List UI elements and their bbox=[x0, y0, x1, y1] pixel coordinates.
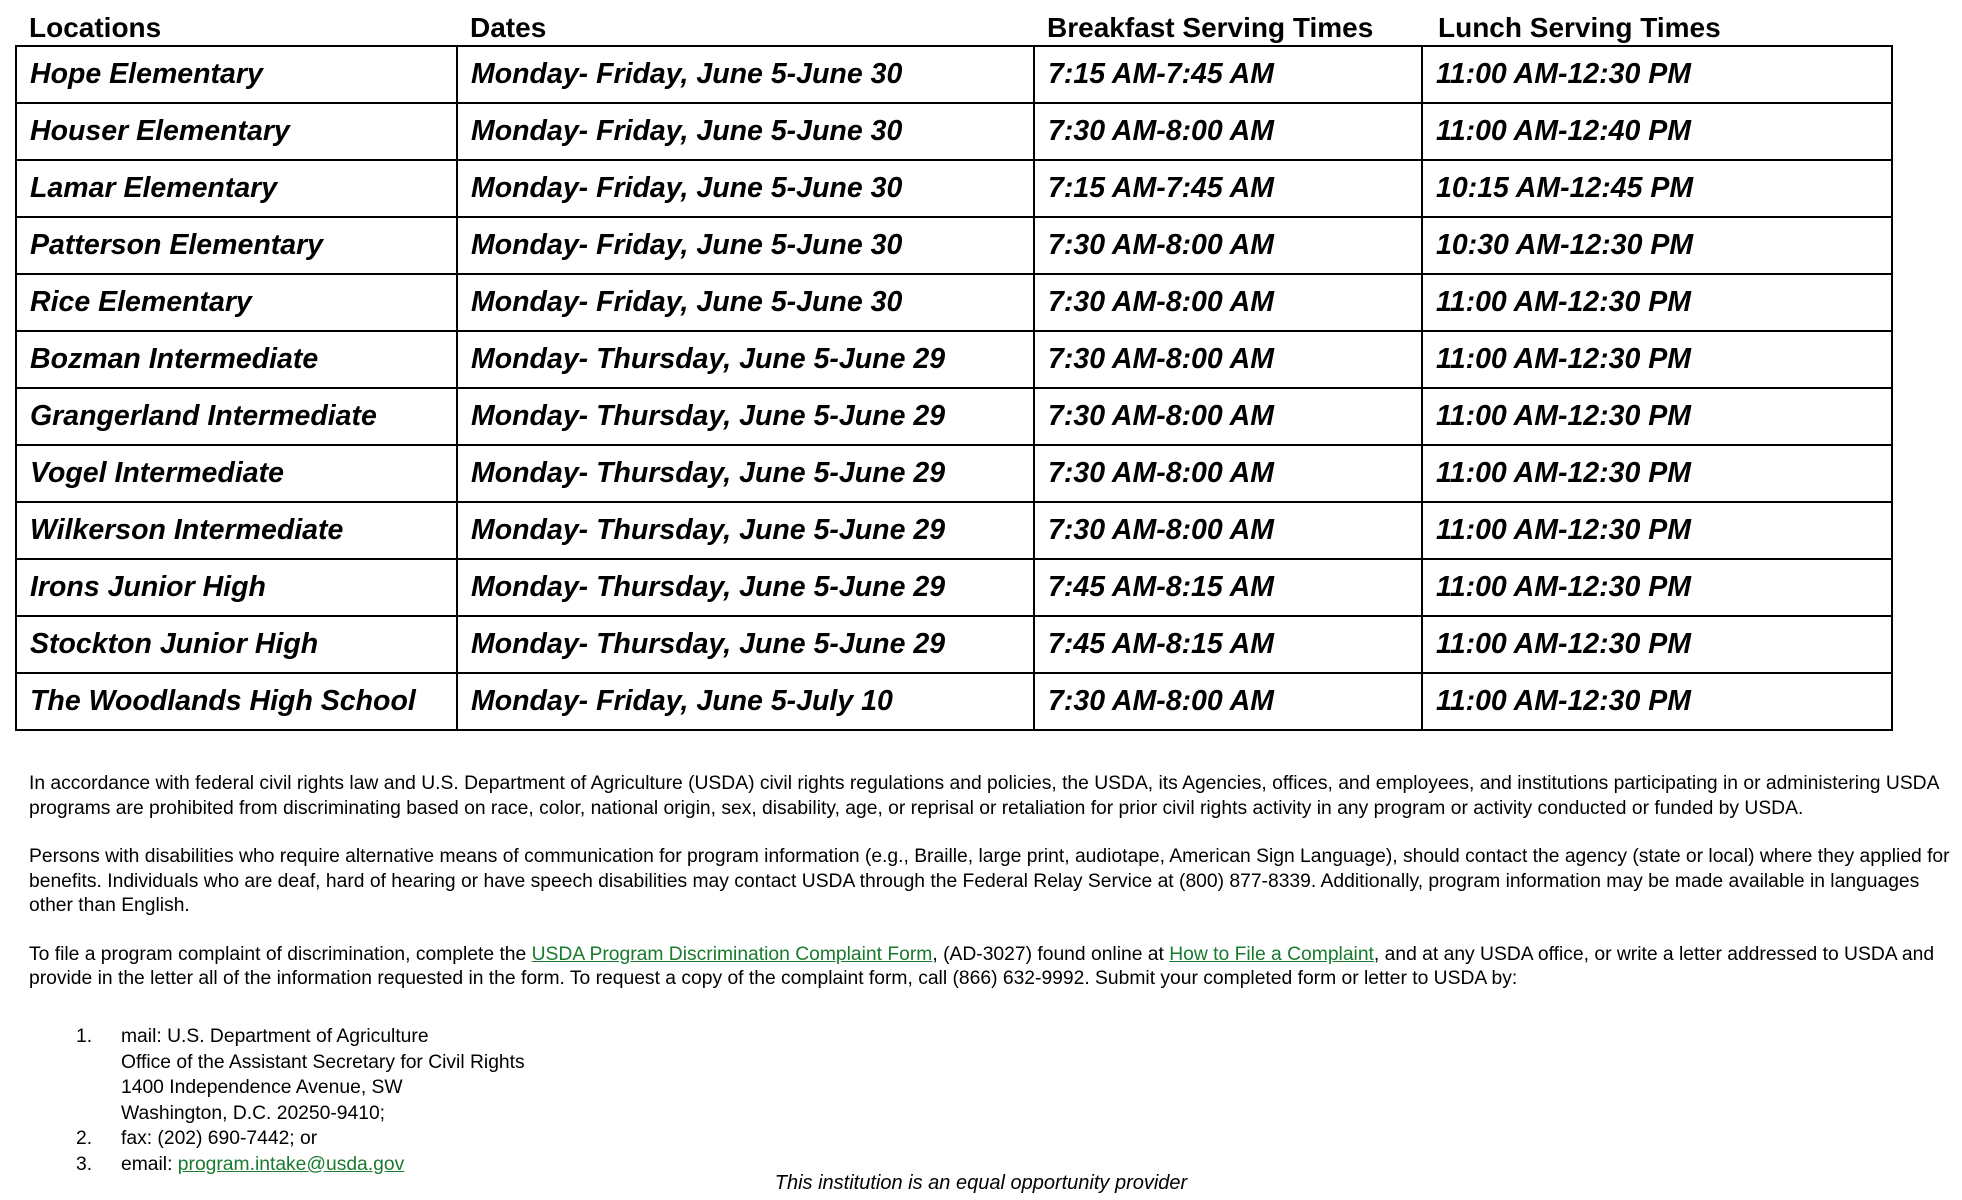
accessibility-paragraph: Persons with disabilities who require alternative means of communication for program information (e.g., Braille, large print, audiotape, American Sign Language), should contact the agency (state or local) where they applied for benefits. Individuals who are deaf, hard of hearing or have speech disabilities may contact USDA through the Federal Relay Service at (800) 877-8339. Additionally, program information may be made available in languages other than English. bbox=[29, 846, 1950, 916]
cell-location: Rice Elementary bbox=[16, 274, 457, 331]
cell-dates: Monday- Thursday, June 5-June 29 bbox=[457, 388, 1034, 445]
cell-lunch: 11:00 AM-12:30 PM bbox=[1422, 502, 1892, 559]
cell-location: Lamar Elementary bbox=[16, 160, 457, 217]
meal-schedule-table bbox=[15, 45, 1893, 731]
email-prefix: email: bbox=[121, 1153, 178, 1175]
cell-lunch: 10:30 AM-12:30 PM bbox=[1422, 217, 1892, 274]
table-row bbox=[16, 502, 1892, 559]
header-locations: Locations bbox=[29, 12, 162, 43]
mail-line: 1400 Independence Avenue, SW bbox=[121, 1077, 403, 1098]
mail-line: mail: U.S. Department of Agriculture bbox=[121, 1026, 429, 1047]
header-lunch-times: Lunch Serving Times bbox=[1438, 12, 1721, 43]
fax-line: fax: (202) 690-7442; or bbox=[121, 1128, 318, 1149]
complaint-text-2: , (AD-3027) found online at bbox=[932, 943, 1170, 965]
how-to-file-link[interactable]: How to File a Complaint bbox=[1169, 943, 1374, 965]
cell-breakfast: 7:30 AM-8:00 AM bbox=[1034, 274, 1422, 331]
cell-location: Stockton Junior High bbox=[16, 616, 457, 673]
cell-lunch: 11:00 AM-12:30 PM bbox=[1422, 616, 1892, 673]
cell-dates: Monday- Thursday, June 5-June 29 bbox=[457, 445, 1034, 502]
cell-breakfast: 7:30 AM-8:00 AM bbox=[1034, 673, 1422, 730]
table-column-headers bbox=[0, 10, 1962, 46]
list-number: 1. bbox=[76, 1026, 93, 1047]
table-row bbox=[16, 388, 1892, 445]
mail-line: Washington, D.C. 20250-9410; bbox=[121, 1102, 386, 1124]
table-row bbox=[16, 445, 1892, 502]
cell-lunch: 11:00 AM-12:40 PM bbox=[1422, 103, 1892, 160]
table-row bbox=[16, 559, 1892, 616]
mail-line: Office of the Assistant Secretary for Civil Rights bbox=[121, 1051, 525, 1073]
cell-lunch: 10:15 AM-12:45 PM bbox=[1422, 160, 1892, 217]
cell-dates: Monday- Friday, June 5-June 30 bbox=[457, 46, 1034, 103]
complaint-text-3: , and at any USDA office, or write a letter addressed to USDA and provide in the letter all of the information requested in the form. To request a copy of the complaint form, call (866) 632-9992. Submit your completed form or letter to USDA by: bbox=[29, 943, 1935, 989]
cell-breakfast: 7:45 AM-8:15 AM bbox=[1034, 559, 1422, 616]
cell-breakfast: 7:45 AM-8:15 AM bbox=[1034, 616, 1422, 673]
header-breakfast-times: Breakfast Serving Times bbox=[1047, 12, 1374, 43]
cell-location: Bozman Intermediate bbox=[16, 331, 457, 388]
cell-dates: Monday- Thursday, June 5-June 29 bbox=[457, 331, 1034, 388]
cell-breakfast: 7:15 AM-7:45 AM bbox=[1034, 160, 1422, 217]
cell-lunch: 11:00 AM-12:30 PM bbox=[1422, 46, 1892, 103]
table-row bbox=[16, 673, 1892, 730]
table-row bbox=[16, 217, 1892, 274]
cell-lunch: 11:00 AM-12:30 PM bbox=[1422, 673, 1892, 730]
submission-methods-list bbox=[76, 1024, 525, 1177]
table-row bbox=[16, 331, 1892, 388]
cell-location: Wilkerson Intermediate bbox=[16, 502, 457, 559]
cell-location: Vogel Intermediate bbox=[16, 445, 457, 502]
cell-breakfast: 7:30 AM-8:00 AM bbox=[1034, 445, 1422, 502]
cell-breakfast: 7:30 AM-8:00 AM bbox=[1034, 388, 1422, 445]
cell-lunch: 11:00 AM-12:30 PM bbox=[1422, 445, 1892, 502]
cell-location: Grangerland Intermediate bbox=[16, 388, 457, 445]
cell-lunch: 11:00 AM-12:30 PM bbox=[1422, 274, 1892, 331]
cell-dates: Monday- Friday, June 5-June 30 bbox=[457, 103, 1034, 160]
cell-dates: Monday- Thursday, June 5-June 29 bbox=[457, 502, 1034, 559]
cell-dates: Monday- Friday, June 5-June 30 bbox=[457, 274, 1034, 331]
cell-dates: Monday- Thursday, June 5-June 29 bbox=[457, 559, 1034, 616]
nondiscrimination-statement bbox=[29, 772, 1959, 1016]
equal-opportunity-footer: This institution is an equal opportunity provider bbox=[774, 1172, 1188, 1194]
cell-breakfast: 7:15 AM-7:45 AM bbox=[1034, 46, 1422, 103]
cell-location: Patterson Elementary bbox=[16, 217, 457, 274]
cell-dates: Monday- Friday, June 5-July 10 bbox=[457, 673, 1034, 730]
cell-lunch: 11:00 AM-12:30 PM bbox=[1422, 388, 1892, 445]
cell-breakfast: 7:30 AM-8:00 AM bbox=[1034, 103, 1422, 160]
email-link[interactable]: program.intake@usda.gov bbox=[177, 1153, 405, 1175]
table-row bbox=[16, 274, 1892, 331]
complaint-paragraph bbox=[29, 943, 1959, 992]
cell-location: Houser Elementary bbox=[16, 103, 457, 160]
cell-lunch: 11:00 AM-12:30 PM bbox=[1422, 559, 1892, 616]
cell-location: Irons Junior High bbox=[16, 559, 457, 616]
list-item-fax bbox=[76, 1126, 525, 1152]
cell-lunch: 11:00 AM-12:30 PM bbox=[1422, 331, 1892, 388]
cell-breakfast: 7:30 AM-8:00 AM bbox=[1034, 217, 1422, 274]
list-number: 3. bbox=[76, 1153, 93, 1175]
table-row bbox=[16, 103, 1892, 160]
cell-location: Hope Elementary bbox=[16, 46, 457, 103]
table-row bbox=[16, 616, 1892, 673]
list-item-mail bbox=[76, 1024, 525, 1126]
cell-dates: Monday- Friday, June 5-June 30 bbox=[457, 217, 1034, 274]
table-row bbox=[16, 160, 1892, 217]
table-row bbox=[16, 46, 1892, 103]
cell-dates: Monday- Friday, June 5-June 30 bbox=[457, 160, 1034, 217]
list-number: 2. bbox=[76, 1128, 93, 1149]
civil-rights-paragraph: In accordance with federal civil rights law and U.S. Department of Agriculture (USDA) civil rights regulations and policies, the USDA, its Agencies, offices, and employees, and institutions participating in or administering USDA programs are prohibited from discriminating based on race, color, national origin, sex, disability, age, or reprisal or retaliation for prior civil rights activity in any program or activity conducted or funded by USDA. bbox=[29, 773, 1939, 819]
cell-breakfast: 7:30 AM-8:00 AM bbox=[1034, 502, 1422, 559]
cell-breakfast: 7:30 AM-8:00 AM bbox=[1034, 331, 1422, 388]
cell-location: The Woodlands High School bbox=[16, 673, 457, 730]
cell-dates: Monday- Thursday, June 5-June 29 bbox=[457, 616, 1034, 673]
complaint-text-1: To file a program complaint of discrimination, complete the bbox=[29, 943, 532, 965]
header-dates: Dates bbox=[470, 12, 547, 43]
complaint-form-link[interactable]: USDA Program Discrimination Complaint Form bbox=[531, 943, 933, 965]
